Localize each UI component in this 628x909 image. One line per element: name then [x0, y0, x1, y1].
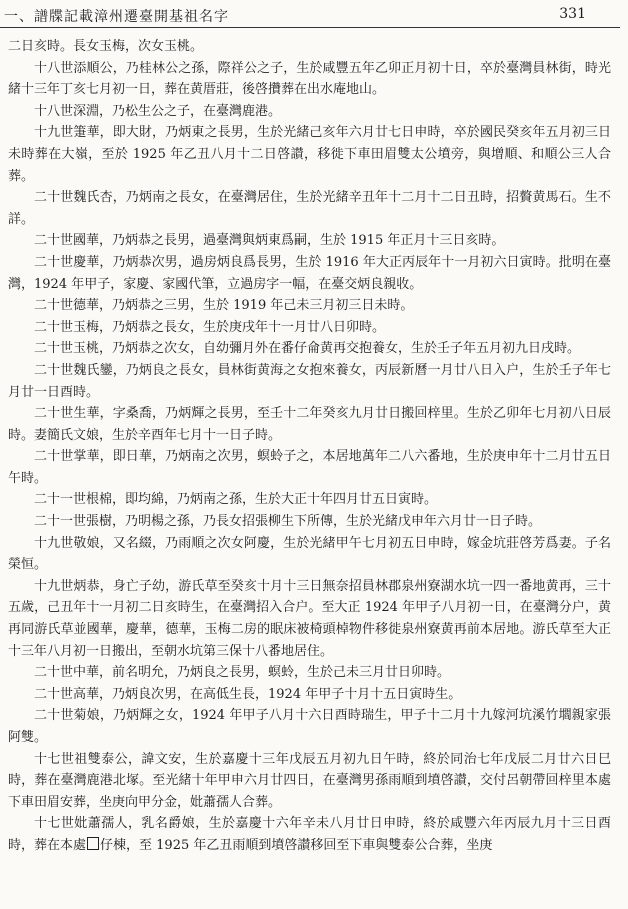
paragraph: 二十一世根棉，即均綿，乃炳南之孫，生於大正十年四月廿五日寅時。	[34, 492, 438, 508]
paragraph: 二十世生華，字桑喬，乃炳輝之長男，至壬十二年癸亥九月廿日搬回梓里。生於乙卯年七月初八日辰時。妻簡氏文娘，生於辛酉年七月十一日子時。	[8, 406, 611, 443]
paragraph-text: 仔棟，至 1925 年乙丑雨順到墳啓讃移回至下車與雙泰公合葬，坐庚	[100, 837, 493, 853]
missing-character-box	[87, 837, 99, 850]
paragraph: 二十世菊娘，乃炳輝之女，1924 年甲子八月十六日酉時瑞生，甲子十二月十九嫁河坑溪竹壛親家張阿雙。	[8, 708, 611, 745]
page-number: 331	[559, 6, 586, 22]
paragraph: 十九世敬娘，又名綴，乃雨順之次女阿慶，生於光緒甲午七月初五日申時，嫁金坑莊啓芳爲妻。子名榮恒。	[8, 535, 611, 573]
paragraph: 二十世玉桃，乃炳恭之次女，自幼彌月外在番仔侖黄再交抱養女，生於壬子年五月初九日戌時。	[34, 341, 581, 357]
paragraph: 十七世祖雙泰公，諱文安，生於嘉慶十三年戊辰五月初九日午時，終於同治七年戊辰二月廿六日巳時，葬在臺灣鹿港北塚。至光緒十年甲申六月廿四日，在臺灣男孫雨順到墳啓讃，交付呂朝帶回梓里本處下車田眉安葬，坐庚向甲分金，妣蕭孺人合葬。	[8, 751, 611, 810]
header-divider	[0, 27, 620, 28]
paragraph-text: 十七世妣蕭孺人，乳名爵娘，生於嘉慶十六年辛未八月廿日申時，終於咸豐六年丙辰九月十三日酉時，葬在本處	[8, 816, 611, 853]
paragraph: 二十世中華，前名明允，乃炳良之長男，螟蛉，生於己未三月廿日卯時。	[34, 665, 451, 681]
paragraph: 二十世高華，乃炳良次男，在高低生長，1924 年甲子十月十五日寅時生。	[34, 686, 462, 702]
running-title: 一、譜牒記載漳州遷臺開基祖名字	[4, 9, 229, 25]
paragraph: 十九世炳恭，身亡子幼，游氏草至癸亥十月十三日無奈招員林郡泉州寮湖水坑一四一番地黄再，三十五歲，己丑年十一月初二日亥時生，在臺灣招入合户。至大正 1924 年甲子八月初一日，在臺灣分户，黄再同游氏草並國華，慶華，德華，玉梅二房的眠床被椅頭棹物件移徙泉州寮黄再前本居地。游氏草至大正十三年八月初一日搬出，至朝水坑第三保十八番地居住。	[8, 578, 611, 659]
paragraph: 十八世深淵，乃松生公之子，在臺灣鹿港。	[34, 103, 282, 119]
page-header	[0, 0, 628, 30]
paragraph: 二十世德華，乃炳恭之三男，生於 1919 年己未三月初三日未時。	[34, 298, 414, 314]
paragraph: 二十世國華，乃炳恭之長男，過臺灣與炳東爲嗣，生於 1915 年正月十三日亥時。	[34, 233, 505, 249]
paragraph: 二十世玉梅，乃炳恭之長女，生於庚戌年十一月廿八日卯時。	[34, 319, 386, 335]
paragraph: 二十世魏氏杏，乃炳南之長女，在臺灣居住，生於光緒辛丑年十二月十二日丑時，招贅黄馬石。生不詳。	[8, 190, 611, 227]
paragraph: 二日亥時。長女玉梅，次女玉桃。	[8, 39, 204, 54]
paragraph: 二十一世張樹，乃明楊之孫，乃長女招張柳生下所傳，生於光緒戊申年六月廿一日子時。	[34, 514, 542, 530]
paragraph: 十九世箑華，即大財，乃炳東之長男，生於光緒己亥年六月廿七日申時，卒於國民癸亥年五月初三日未時葬在大嶺，至於 1925 年乙丑八月十二日啓讃，移徙下車田眉雙太公墳旁，與增順、和順公三人合葬。	[8, 125, 611, 184]
paragraph: 二十世掌華，即日華，乃炳南之次男，螟蛉子之，本居地萬年二八六番地，生於庚申年十二月廿五日午時。	[8, 449, 611, 486]
paragraph	[8, 813, 611, 856]
paragraph: 十八世添順公，乃桂林公之孫，際祥公之子，生於咸豐五年乙卯正月初十日，卒於臺灣員林街，時光緒十三年丁亥七月初一日，葬在黄厝莊，後啓攢葬在出水庵地山。	[8, 60, 611, 98]
body-text	[8, 36, 611, 857]
paragraph: 二十世慶華，乃炳恭次男，過房炳良爲長男，生於 1916 年大正丙辰年十一月初六日寅時。批明在臺灣，1924 年甲子，家慶、家國代筆，立過房字一幅，在臺交炳良親收。	[8, 254, 611, 292]
paragraph: 二十世魏氏鑾，乃炳良之長女，員林街黄海之女抱來養女，丙辰新曆一月廿八日入户，生於壬子年七月廿一日酉時。	[8, 362, 611, 400]
